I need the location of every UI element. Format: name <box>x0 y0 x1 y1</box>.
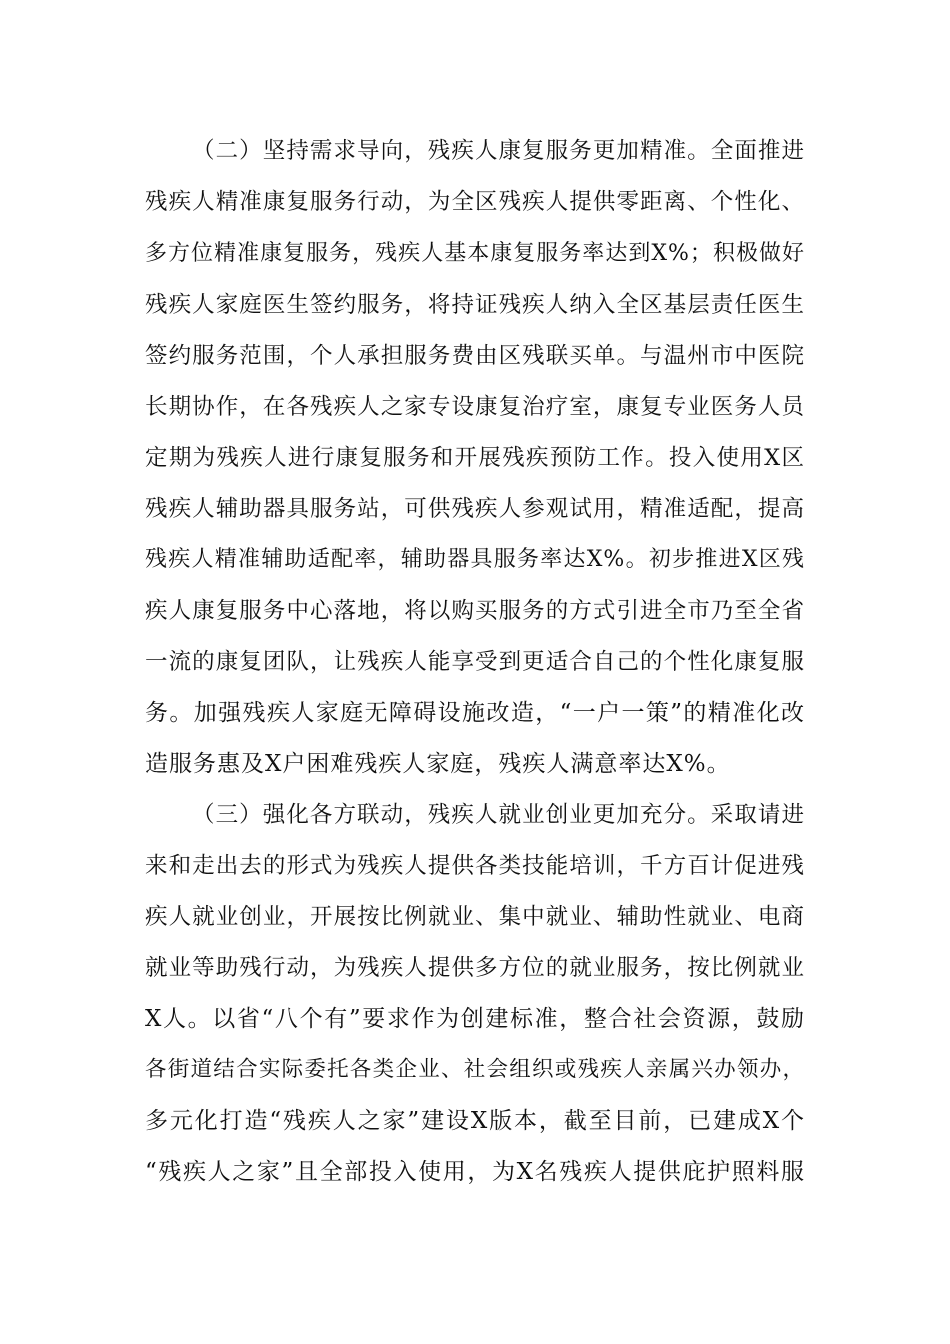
paragraph-2-line-2: 残疾人精准康复服务行动，为全区残疾人提供零距离、个性化、 <box>145 189 805 215</box>
paragraph-2-line-6: 长期协作，在各残疾人之家专设康复治疗室，康复专业医务人员 <box>145 394 805 420</box>
paragraph-2-line-13: 造服务惠及X户困难残疾人家庭，残疾人满意率达X%。 <box>145 751 731 777</box>
paragraph-2-line-10: 疾人康复服务中心落地，将以购买服务的方式引进全市乃至全省 <box>145 598 805 624</box>
paragraph-2-line-1: （二）坚持需求导向，残疾人康复服务更加精准。全面推进 <box>192 138 805 164</box>
paragraph-2-line-11: 一流的康复团队，让残疾人能享受到更适合自己的个性化康复服 <box>145 649 805 675</box>
paragraph-3-line-6: 各街道结合实际委托各类企业、社会组织或残疾人亲属兴办领办， <box>145 1057 805 1082</box>
paragraph-3-line-3: 疾人就业创业，开展按比例就业、集中就业、辅助性就业、电商 <box>145 904 805 930</box>
paragraph-3-line-8: “残疾人之家”且全部投入使用，为X名残疾人提供庇护照料服 <box>145 1159 805 1185</box>
paragraph-3-line-7: 多元化打造“残疾人之家”建设X版本，截至目前，已建成X个 <box>145 1108 805 1134</box>
paragraph-2-line-4: 残疾人家庭医生签约服务，将持证残疾人纳入全区基层责任医生 <box>145 292 805 318</box>
paragraph-2-line-8: 残疾人辅助器具服务站，可供残疾人参观试用，精准适配，提高 <box>145 496 805 522</box>
paragraph-2-line-12: 务。加强残疾人家庭无障碍设施改造，“一户一策”的精准化改 <box>145 700 805 726</box>
paragraph-2-line-9: 残疾人精准辅助适配率，辅助器具服务率达X%。初步推进X区残 <box>145 547 805 572</box>
paragraph-2-line-3: 多方位精准康复服务，残疾人基本康复服务率达到X%；积极做好 <box>145 241 805 266</box>
paragraph-3-line-4: 就业等助残行动，为残疾人提供多方位的就业服务，按比例就业 <box>145 955 805 981</box>
paragraph-2-line-5: 签约服务范围，个人承担服务费由区残联买单。与温州市中医院 <box>145 343 805 369</box>
paragraph-2-line-7: 定期为残疾人进行康复服务和开展残疾预防工作。投入使用X区 <box>145 445 805 471</box>
paragraph-3-line-1: （三）强化各方联动，残疾人就业创业更加充分。采取请进 <box>192 802 805 828</box>
paragraph-3-line-2: 来和走出去的形式为残疾人提供各类技能培训，千方百计促进残 <box>145 853 805 879</box>
paragraph-3-line-5: X人。以省“八个有”要求作为创建标准，整合社会资源，鼓励 <box>145 1006 805 1032</box>
